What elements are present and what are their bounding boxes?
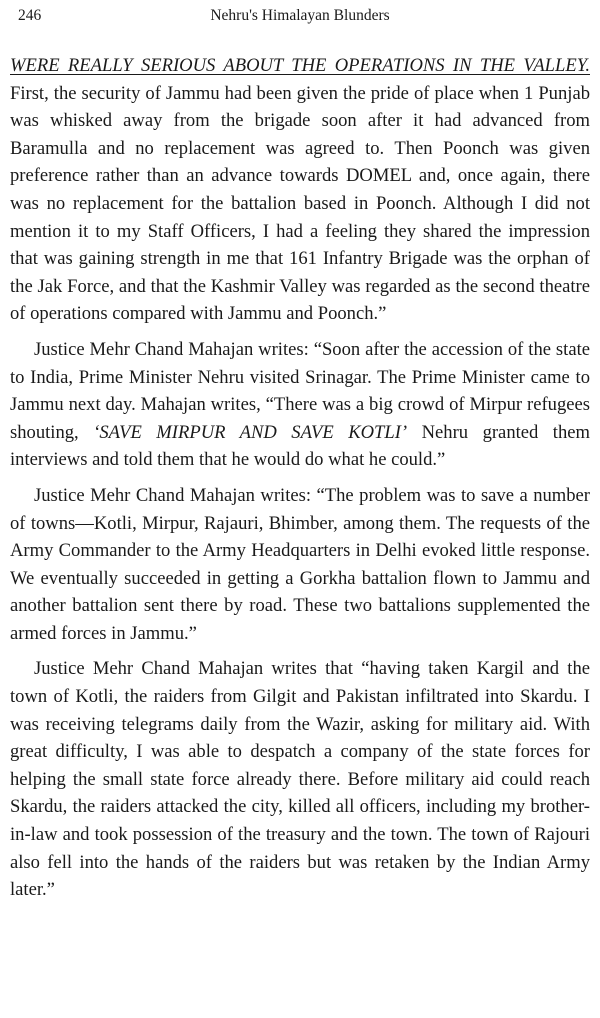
- paragraph-2-text-after: Nehru granted them interviews and told them that he would do what he could.”: [10, 421, 590, 471]
- paragraph-1: [10, 52, 590, 328]
- paragraph-3: [10, 482, 590, 648]
- paragraph-2-italic: ‘SAVE MIRPUR AND SAVE KOTLI’: [93, 421, 408, 443]
- running-head: [10, 0, 590, 34]
- book-title: Nehru's Himalayan Blunders: [210, 7, 390, 24]
- italic-lead: WERE REALLY SERIOUS ABOUT THE OPERATIONS IN THE VALLEY.: [10, 55, 590, 76]
- page-number: 246: [18, 7, 42, 24]
- paragraph-3-text: Justice Mehr Chand Mahajan writes: “The problem was to save a number of towns—Kotli, Mirpur, Rajauri, Bhimber, among them. The requests of the Army Commander to the Army Headquarters in Delhi evoked little response. We eventually succeeded in getting a Gorkha battalion flown to Jammu and another battalion sent there by road. These two battalions supplemented the armed forces in Jammu.”: [10, 484, 590, 644]
- paragraph-2-text-before: Justice Mehr Chand Mahajan writes: “Soon after the accession of the state to India, Prime Minister Nehru visited Srinagar. The Prime Minister came to Jammu next day. Mahajan writes, “There was a big crowd of Mirpur refugees shouting,: [10, 338, 590, 443]
- body-text: [10, 52, 590, 904]
- paragraph-4-text: Justice Mehr Chand Mahajan writes that “having taken Kargil and the town of Kotli, the raiders from Gilgit and Pakistan infiltrated into Skardu. I was receiving telegrams daily from the Wazir, asking for military aid. With great difficulty, I was able to despatch a company of the state forces for helping the small state force already there. Before military aid could reach Skardu, the raiders attacked the city, killed all officers, including my brother-in-law and took possession of the treasury and the town. The town of Rajouri also fell into the hands of the raiders but was retaken by the Indian Army later.”: [10, 658, 590, 901]
- paragraph-2: [10, 336, 590, 474]
- paragraph-1-text: First, the security of Jammu had been given the pride of place when 1 Punjab was whisked away from the brigade soon after it had advanced from Baramulla and no replacement was agreed to. Then Poonch was given preference rather than an advance towards DOMEL and, once again, there was no replacement for the battalion based in Poonch. Although I did not mention it to my Staff Officers, I had a feeling they shared the impression that was gaining strength in me that 161 Infantry Brigade was the orphan of the Jak Force, and that the Kashmir Valley was regarded as the second theatre of operations compared with Jammu and Poonch.”: [10, 82, 590, 325]
- paragraph-4: [10, 655, 590, 903]
